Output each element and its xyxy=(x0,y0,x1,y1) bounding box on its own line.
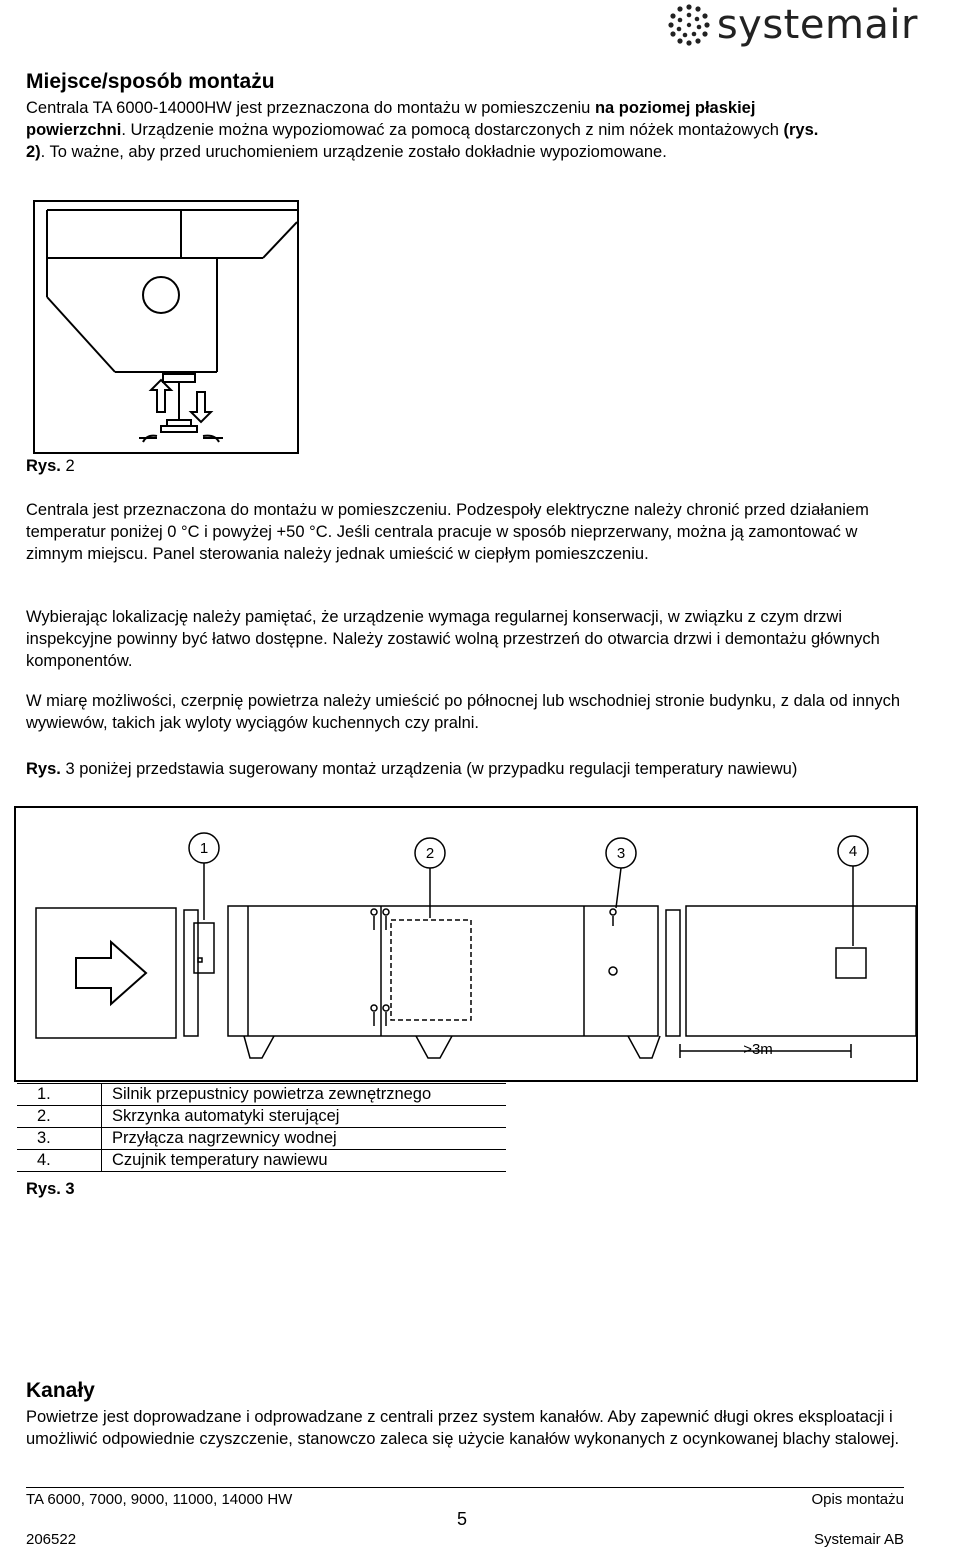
caption-label: Rys. xyxy=(26,457,61,475)
figure-ref: Rys. xyxy=(26,760,61,778)
legend-text: Przyłącza nagrzewnicy wodnej xyxy=(112,1129,337,1147)
figure-3-installation xyxy=(14,806,918,1082)
footer-doc-id: 206522 xyxy=(26,1531,77,1548)
legend-text: Czujnik temperatury nawiewu xyxy=(112,1151,328,1169)
figure-ref: (rys. 2) xyxy=(26,121,819,161)
figure-3-caption: Rys. 3 xyxy=(26,1180,75,1198)
text-span: . Urządzenie można wypoziomować za pomocą dostarczonych z nim nóżek montażowych xyxy=(121,121,784,139)
text-span: . To ważne, aby przed uruchomieniem urządzenie zostało dokładnie wypoziomowane. xyxy=(40,143,667,161)
paragraph-figure-3-intro xyxy=(26,758,906,780)
figure-2-caption xyxy=(26,455,75,477)
legend-number: 3. xyxy=(17,1128,102,1150)
legend-number: 1. xyxy=(17,1084,102,1106)
clearance-dimension: >3m xyxy=(743,1041,773,1058)
intro-paragraph xyxy=(26,97,826,163)
footer-company: Systemair AB xyxy=(813,1531,904,1548)
legend-row xyxy=(17,1128,506,1150)
text-span: Centrala TA 6000-14000HW jest przeznaczona do montażu w pomieszczeniu xyxy=(26,99,595,117)
footer-divider xyxy=(26,1487,904,1488)
leveling-foot-drawing xyxy=(35,202,297,452)
legend-row xyxy=(17,1084,506,1106)
paragraph-environment: Centrala jest przeznaczona do montażu w pomieszczeniu. Podzespoły elektryczne należy chronić przed działaniem temperatur poniżej 0 °C i powyżej +50 °C. Jeśli centrala pracuje w sposób nieprzerwany, można ją zamontować w zimnym miejscu. Panel sterowania należy jednak umieścić w ciepłym pomieszczeniu. xyxy=(26,501,869,563)
figure-3-legend xyxy=(17,1083,506,1172)
systemair-logo xyxy=(667,2,918,48)
section-title: Miejsce/sposób montażu xyxy=(26,70,275,93)
legend-row xyxy=(17,1106,506,1128)
dot-cluster-logo-icon xyxy=(667,3,711,47)
installation-drawing xyxy=(16,808,916,1080)
footer-doc-type: Opis montażu xyxy=(811,1491,904,1508)
legend-text: Skrzynka automatyki sterującej xyxy=(112,1107,340,1125)
callout-4: 4 xyxy=(848,843,858,860)
caption-number: 2 xyxy=(60,457,75,475)
legend-row xyxy=(17,1150,506,1172)
paragraph-ducts: Powietrze jest doprowadzane i odprowadzane z centrali przez system kanałów. Aby zapewnić długi okres eksploatacji i umożliwić odpowiednie czyszczenie, stanowczo zaleca się użycie kanałów wykonanych z ocynkowanej blachy stalowej. xyxy=(26,1408,900,1448)
callout-2: 2 xyxy=(425,845,435,862)
paragraph-air-intake: W miarę możliwości, czerpnię powietrza należy umieścić po północnej lub wschodniej stronie budynku, z dala od innych wywiewów, takich jak wyloty wyciągów kuchennych czy pralni. xyxy=(26,692,901,732)
section-title-ducts: Kanały xyxy=(26,1379,95,1402)
legend-number: 4. xyxy=(17,1150,102,1172)
callout-1: 1 xyxy=(199,840,209,857)
bold-span: na poziomej płaskiej powierzchni xyxy=(26,99,756,139)
footer-model: TA 6000, 7000, 9000, 11000, 14000 HW xyxy=(26,1491,293,1508)
legend-text: Silnik przepustnicy powietrza zewnętrznego xyxy=(112,1085,432,1103)
text-span: 3 poniżej przedstawia sugerowany montaż urządzenia (w przypadku regulacji temperatury nawiewu) xyxy=(60,760,798,778)
page-number: 5 xyxy=(457,1509,468,1529)
logo-text: systemair xyxy=(716,2,918,48)
paragraph-location: Wybierając lokalizację należy pamiętać, że urządzenie wymaga regularnej konserwacji, w związku z czym drzwi inspekcyjne powinny być łatwo dostępne. Należy zostawić wolną przestrzeń do otwarcia drzwi i demontażu głównych komponentów. xyxy=(26,608,880,670)
figure-2-leveling-foot xyxy=(33,200,299,454)
legend-number: 2. xyxy=(17,1106,102,1128)
callout-3: 3 xyxy=(616,845,626,862)
